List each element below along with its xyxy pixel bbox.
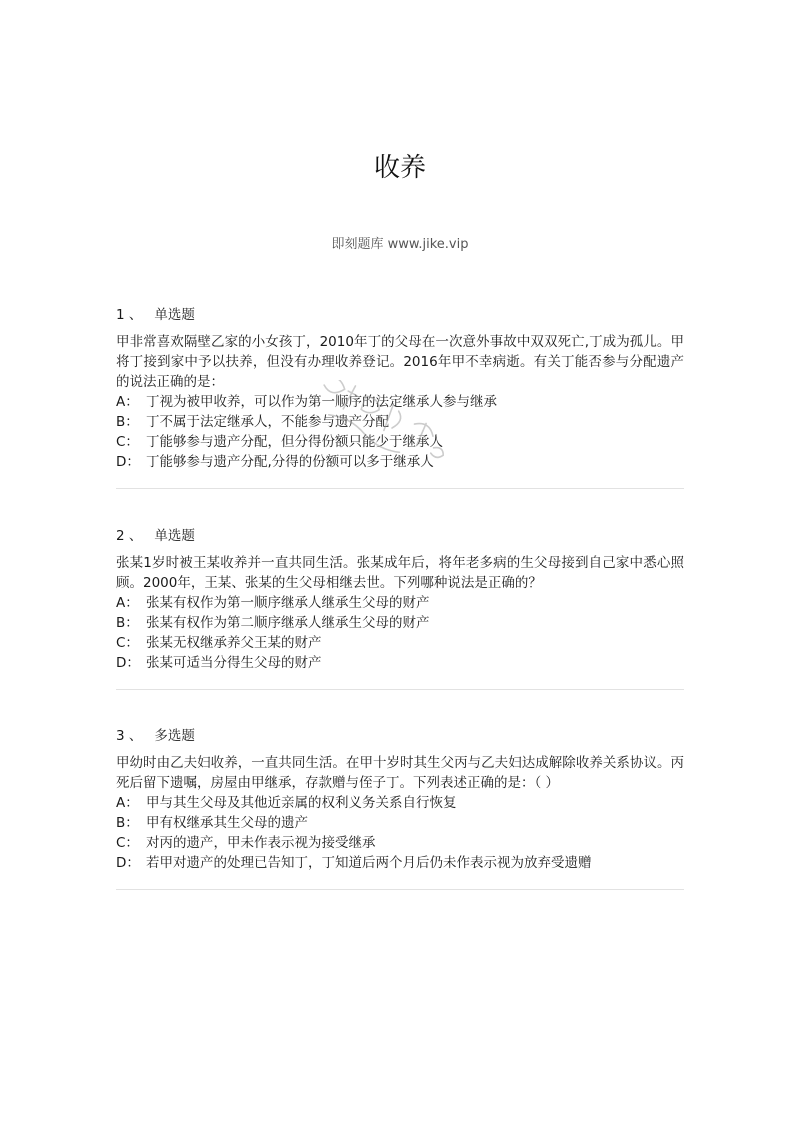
question-divider: [116, 889, 684, 890]
option-list: [116, 392, 684, 472]
option-list: [116, 593, 684, 673]
option-letter: A：: [116, 394, 139, 410]
option-c: [116, 833, 684, 853]
option-text: 张某可适当分得生父母的财产: [146, 655, 322, 671]
option-letter: D：: [116, 855, 140, 871]
option-letter: B：: [116, 414, 139, 430]
option-letter: A：: [116, 795, 139, 811]
option-letter: D：: [116, 655, 140, 671]
option-letter: B：: [116, 815, 139, 831]
option-text: 丁能够参与遗产分配，但分得份额只能少于继承人: [146, 434, 443, 450]
question-number: 3 、: [116, 728, 143, 744]
option-b: [116, 412, 684, 432]
question-3: [116, 726, 684, 898]
question-divider: [116, 689, 684, 690]
option-text: 张某有权作为第一顺序继承人继承生父母的财产: [146, 595, 430, 611]
option-c: [116, 633, 684, 653]
option-text: 丁视为被甲收养，可以作为第一顺序的法定继承人参与继承: [146, 394, 497, 410]
option-letter: C：: [116, 434, 139, 450]
option-d: [116, 452, 684, 472]
option-letter: C：: [116, 635, 139, 651]
question-stem: 张某1岁时被王某收养并一直共同生活。张某成年后，将年老多病的生父母接到自己家中悉心照顾。2000年，王某、张某的生父母相继去世。下列哪种说法是正确的？: [116, 555, 684, 591]
option-a: [116, 392, 684, 412]
option-letter: B：: [116, 615, 139, 631]
question-stem: 甲幼时由乙夫妇收养，一直共同生活。在甲十岁时其生父丙与乙夫妇达成解除收养关系协议。丙死后留下遗嘱，房屋由甲继承，存款赠与侄子丁。下列表述正确的是：（ ）: [116, 755, 684, 791]
question-header: [116, 726, 684, 746]
option-b: [116, 613, 684, 633]
question-type: 多选题: [154, 728, 195, 744]
option-text: 张某有权作为第二顺序继承人继承生父母的财产: [146, 615, 430, 631]
page-title: 收养: [373, 153, 426, 183]
option-letter: A：: [116, 595, 139, 611]
option-text: 张某无权继承养父王某的财产: [146, 635, 322, 651]
option-c: [116, 432, 684, 452]
option-a: [116, 793, 684, 813]
question-header: [116, 305, 684, 325]
question-stem: 甲非常喜欢隔壁乙家的小女孩丁，2010年丁的父母在一次意外事故中双双死亡,丁成为孤儿。甲将丁接到家中予以扶养，但没有办理收养登记。2016年甲不幸病逝。有关丁能否参与分配遗产的说法正确的是：: [116, 334, 684, 390]
option-text: 丁能够参与遗产分配,分得的份额可以多于继承人: [146, 454, 434, 470]
option-text: 甲与其生父母及其他近亲属的权利义务关系自行恢复: [146, 795, 457, 811]
option-text: 甲有权继承其生父母的遗产: [146, 815, 308, 831]
option-letter: C：: [116, 835, 139, 851]
option-letter: D：: [116, 454, 140, 470]
option-a: [116, 593, 684, 613]
option-text: 对丙的遗产，甲未作表示视为接受继承: [146, 835, 376, 851]
question-2: [116, 526, 684, 698]
question-type: 单选题: [154, 528, 195, 544]
question-number: 2 、: [116, 528, 143, 544]
site-credit: 即刻题库 www.jike.vip: [331, 237, 469, 252]
option-d: [116, 653, 684, 673]
question-1: [116, 305, 684, 497]
option-text: 丁不属于法定继承人，不能参与遗产分配: [146, 414, 389, 430]
question-divider: [116, 488, 684, 489]
option-text: 若甲对遗产的处理已告知丁，丁知道后两个月后仍未作表示视为放弃受遗赠: [146, 855, 592, 871]
question-header: [116, 526, 684, 546]
question-type: 单选题: [154, 307, 195, 323]
option-b: [116, 813, 684, 833]
option-list: [116, 793, 684, 873]
option-d: [116, 853, 684, 873]
question-number: 1 、: [116, 307, 143, 323]
